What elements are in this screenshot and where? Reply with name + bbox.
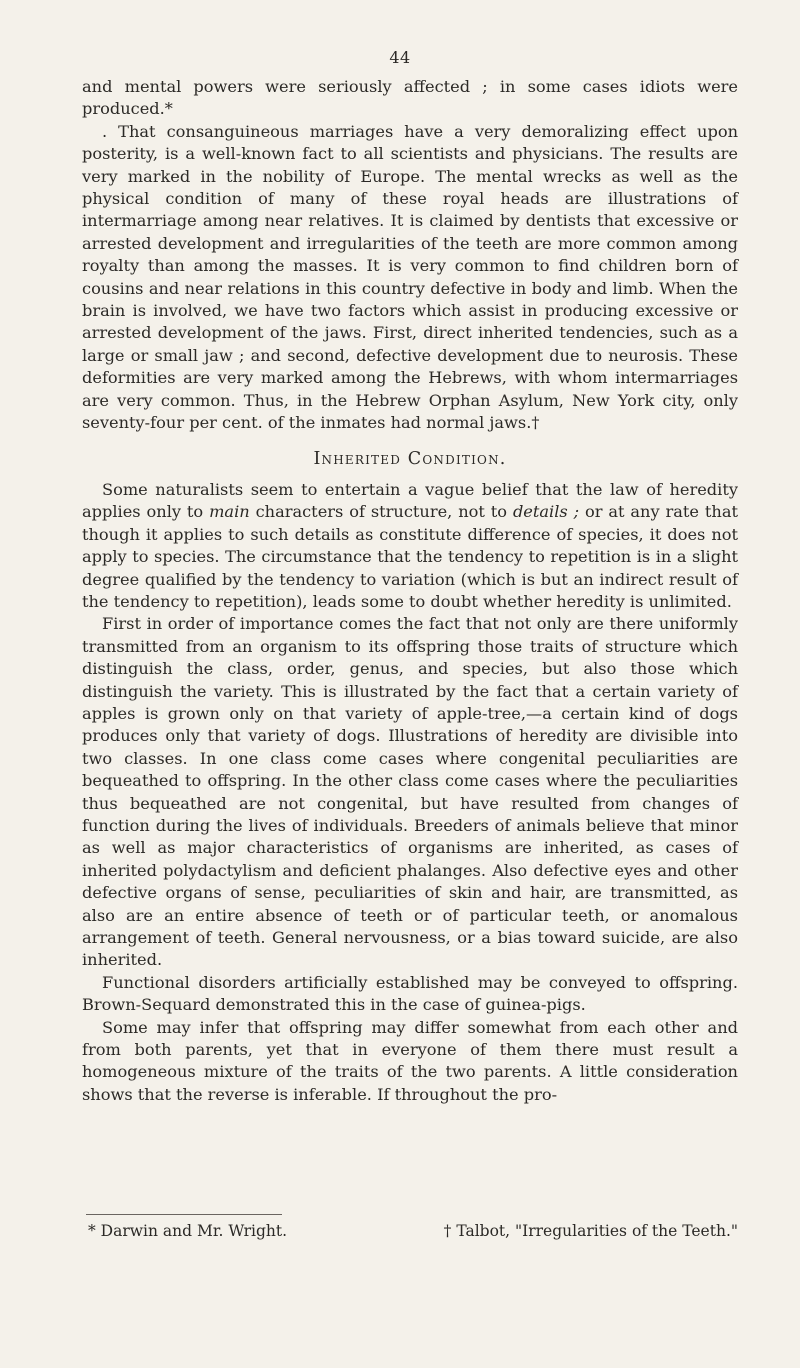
footnote-talbot: † Talbot, "Irregularities of the Teeth." [443,1222,738,1240]
paragraph-first-in-order: First in order of importance comes the fact that not only are there uniformly transmitted from an organism to its offspring those traits of structure which distinguish the class, order, genus, and species, but also those which distinguish the variety. This is illustrated by the fact that a certain variety of apples is grown only on that variety of apple-tree,—a certain kind of dogs produces only that variety of dogs. Illustrations of heredity are divisible into two classes. In one class come cases where congenital peculiarities are bequeathed to offspring. In the other class come cases where the peculiarities thus bequeathed are not congenital, but have resulted from changes of function during the lives of individuals. Breeders of animals believe that minor as well as major characteristics of organisms are inherited, as cases of inherited polydactylism and deficient phalanges. Also defective eyes and other defective organs of sense, peculiarities of skin and hair, are transmitted, as also are an entire absence of teeth or of particular teeth, or anomalous arrangement of teeth. General nervousness, or a bias toward suicide, are also inherited. [82,614,738,970]
paragraph-functional-disorders: Functional disorders artificially established may be conveyed to offspring. Brown-Sequard demonstrated this in the case of guinea-pigs. [82,972,738,1015]
text-run: characters of structure, not to [249,502,513,522]
text-run: Some naturalists seem to entertain a vague belief that the law of heredity applies only to [82,479,738,522]
paragraph-offspring-differ: Some may infer that offspring may differ somewhat from each other and from both parents, yet that in everyone of them there must result a homogeneous mixture of the traits of the two parents. A little consideration shows that the reverse is inferable. If throughout the pro- [82,1017,738,1104]
paragraph-naturalists [82,479,738,613]
paragraph-consanguineous-marriages: . That consanguineous marriages have a very demoralizing effect upon posterity, is a well-known fact to all scientists and physicians. The results are very marked in the nobility of Europe. The mental wrecks as well as the physical condition of many of these royal heads are illustrations of intermarriage among near relatives. It is claimed by dentists that excessive or arrested development and irregularities of the teeth are more common among royalty than among the masses. It is very common to find children born of cousins and near relations in this country defective in body and limb. When the brain is involved, we have two factors which assist in producing excessive or arrested development of the jaws. First, direct inherited tendencies, such as a large or small jaw ; and second, defective development due to neurosis. These deformities are very marked among the Hebrews, with whom intermarriages are very common. Thus, in the Hebrew Orphan Asylum, New York city, only seventy-four per cent. of the inmates had normal jaws.† [82,121,738,433]
emphasis-main: main [209,502,250,522]
page-number: 44 [389,48,411,67]
footnote-darwin: * Darwin and Mr. Wright. [88,1222,288,1240]
section-heading: Inherited Condition. [313,448,507,469]
footnotes [82,1222,738,1240]
footnote-divider [86,1214,282,1215]
text-run: or at any rate that though it applies to such details as constitute difference of species, it does not apply to species. The circumstance that the tendency to repetition is in a slight degree qualified by the tendency to variation (which is but an indirect result of the tendency to repetition), leads some to doubt whether heredity is unlimited. [82,502,738,611]
body-text [82,76,738,1106]
paragraph-continued: and mental powers were seriously affected ; in some cases idiots were produced.* [82,77,738,119]
emphasis-details: details ; [512,502,580,522]
